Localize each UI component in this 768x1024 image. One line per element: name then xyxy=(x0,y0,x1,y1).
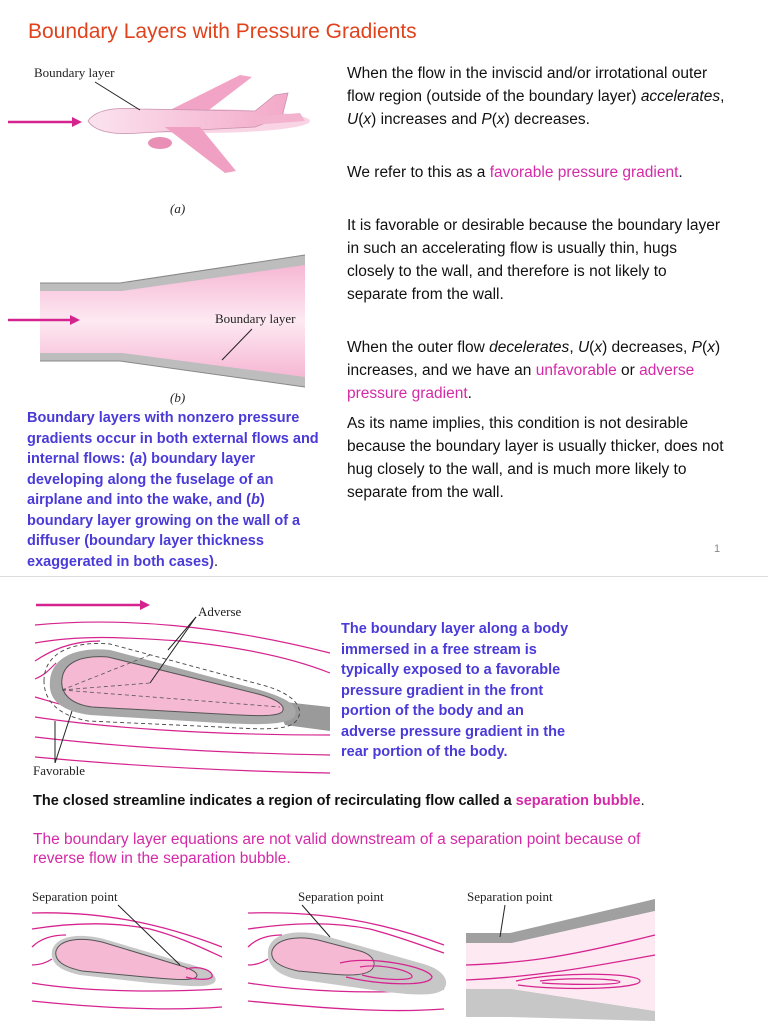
separation-fig-3 xyxy=(466,889,655,1021)
airplane-figure xyxy=(0,55,330,225)
slide-divider xyxy=(0,576,768,577)
favorable-label: Favorable xyxy=(33,763,85,778)
fig-a-caption: (a) xyxy=(170,201,186,216)
body-streamline-figure xyxy=(0,595,335,785)
figure-caption: Boundary layers with nonzero pressure gradients occur in both external flows and internal flows: (a) boundary layer developing along the fuselage of an airplane and into the wake, and (b) boundary layer growing on the wall of a diffuser (boundary layer thickness exaggerated in both cases). xyxy=(27,410,319,570)
paragraph-accelerates: When the flow in the inviscid and/or irrotational outer flow region (outside of the boundary layer) accelerates, U(x) increases and P(x) decreases. xyxy=(347,65,725,128)
separation-bubble-text: The closed streamline indicates a region of recirculating flow called a separation bubble. xyxy=(33,793,645,809)
fig-a-leader xyxy=(95,82,140,110)
fig-a-label: Boundary layer xyxy=(34,65,115,80)
immersed-body xyxy=(62,657,283,716)
paragraph-decelerates: When the outer flow decelerates, U(x) decreases, P(x) increases, and we have an unfavorable or adverse pressure gradient. xyxy=(347,339,721,402)
separation-label-1: Separation point xyxy=(32,889,118,904)
page-number: 1 xyxy=(714,543,721,555)
adverse-label: Adverse xyxy=(198,604,242,619)
paragraph-adverse: As its name implies, this condition is not desirable because the boundary layer is usually thicker, does not hug closely to the wall, and is much more likely to separate from the wall. xyxy=(347,415,724,501)
validity-warning: The boundary layer equations are not valid downstream of a separation point because of reverse flow in the separation bubble. xyxy=(33,831,641,867)
diffuser-figure xyxy=(0,245,330,405)
separation-label-2: Separation point xyxy=(298,889,384,904)
separation-fig-2 xyxy=(248,889,446,1011)
body-pressure-gradient-text: The boundary layer along a body immersed in a free stream is typically exposed to a favorable pressure gradient in the front portion of the body and an adverse pressure gradient in the rear portion of the body. xyxy=(341,621,569,760)
separation-label-3: Separation point xyxy=(467,889,553,904)
slide-title: Boundary Layers with Pressure Gradients xyxy=(28,20,417,43)
paragraph-desirable: It is favorable or desirable because the boundary layer in such an accelerating flow is usually thin, hugs closely to the wall, and therefore is not likely to separate from the wall. xyxy=(347,217,721,303)
upper-wing xyxy=(170,75,252,113)
separation-figures xyxy=(0,885,768,1024)
paragraph-favorable: We refer to this as a favorable pressure gradient. xyxy=(347,164,683,181)
fig-b-label: Boundary layer xyxy=(215,311,296,326)
lower-wing xyxy=(165,127,236,173)
engine xyxy=(148,137,172,149)
fig-b-caption: (b) xyxy=(170,390,186,405)
flow-arrow-head xyxy=(72,117,82,127)
separation-fig-1 xyxy=(32,889,222,1009)
